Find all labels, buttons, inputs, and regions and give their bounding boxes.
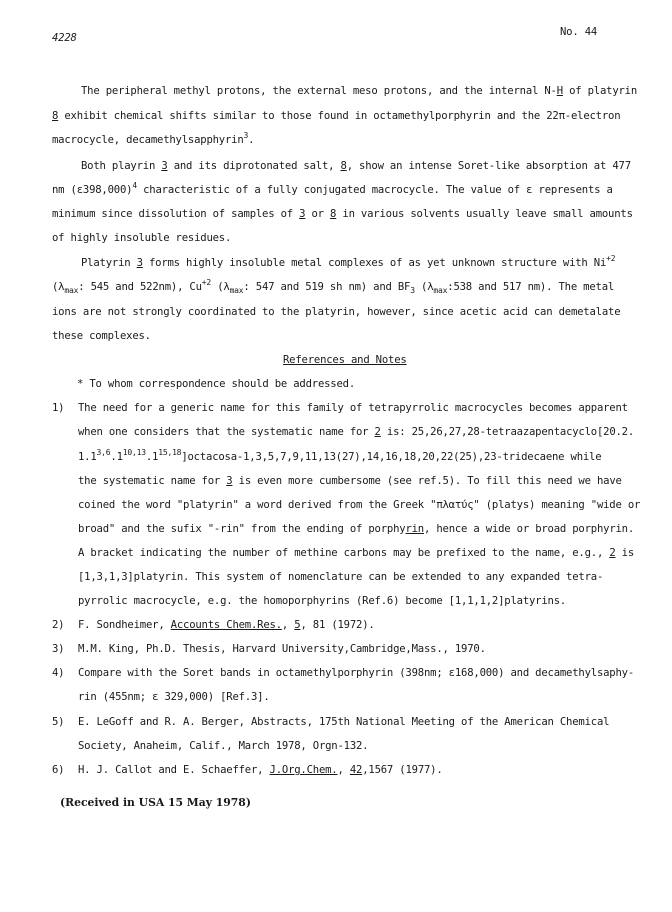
reference-2-number: 2) [52,619,65,631]
reference-5-line-1: E. LeGoff and R. A. Berger, Abstracts, 175th National Meeting of the American Chemical [78,716,610,728]
paragraph-2-line-2: nm $(\varepsilon 398,000)^4$ characteristic of a fully conjugated macrocycle. The value of ε represents a [52,181,613,196]
reference-1-line-1: The need for a generic name for this family of tetrapyrrolic macrocycles becomes apparent [78,402,628,414]
paragraph-3-line-3: ions are not strongly coordinated to the platyrin, however, since acetic acid can demetalate [52,306,621,318]
reference-5-number: 5) [52,716,65,728]
reference-5-line-2: Society, Anaheim, Calif., March 1978, Orgn-132. [78,740,369,752]
paragraph-2-line-3: minimum since dissolution of samples of 3 or 8 in various solvents usually leave small amounts [52,208,633,220]
references-heading: References and Notes [283,354,407,366]
paragraph-3-line-2: ($\lambda_{max}$: 545 and 522nm), $Cu^{+2}$ ($\lambda_{max}$: 547 and 519 sh nm) and $BF_3$ ($\lambda_{max}:538$ and 517 nm). The metal [52,278,615,295]
reference-1-line-6: broad" and the sufix "-rin" from the ending of porphyrin, hence a wide or broad porphyrin. [78,523,635,535]
paragraph-3-line-4: these complexes. [52,330,151,342]
paragraph-3-line-1: Platyrin 3 forms highly insoluble metal complexes of as yet unknown structure with $Ni^{+2}$ [81,254,616,269]
paragraph-1-line-2: 8 exhibit chemical shifts similar to those found in octamethylporphyrin and the 22π-electron [52,110,621,122]
paragraph-2-line-1: Both playrin 3 and its diprotonated salt, 8, show an intense Soret-like absorption at 477 [81,160,631,172]
reference-1-line-2: when one considers that the systematic name for 2 is: 25,26,27,28-tetraazapentacyclo[20.2. [78,426,635,438]
reference-1-line-8: [1,3,1,3]platyrin. This system of nomenclature can be extended to any expanded tetra- [78,571,604,583]
paragraph-1-line-1: The peripheral methyl protons, the external meso protons, and the internal N-H of platyrin [81,85,638,97]
page-number: 4228 [52,32,77,44]
reference-2-text: F. Sondheimer, Accounts Chem.Res., 5, 81 (1972). [78,619,375,631]
issue-number: No. 44 [560,26,598,38]
reference-3-number: 3) [52,643,65,655]
reference-1-line-3: 1.1$^{3,6}$.1$^{10,13}$.1$^{15,18}$]octacosa-1,3,5,7,9,11,13(27),14,16,18,20,22(25),23-tridecaene while [78,448,602,463]
reference-6-number: 6) [52,764,65,776]
reference-4-line-1: Compare with the Soret bands in octamethylporphyrin (398nm; ε168,000) and decamethylsaphy- [78,667,635,679]
reference-1-line-9: pyrrolic macrocycle, e.g. the homoporphyrins (Ref.6) become [1,1,1,2]platyrins. [78,595,567,607]
correspondence-note: * To whom correspondence should be addressed. [77,378,356,390]
paragraph-1-line-3: macrocycle, decamethylsapphyrin$^3$. [52,131,255,146]
paragraph-2-line-4: of highly insoluble residues. [52,232,232,244]
reference-1-line-5: coined the word "platyrin" a word derived from the Greek "πλατύς" (platys) meaning "wide or [78,499,641,511]
reference-1-number: 1) [52,402,65,414]
reference-6-text: H. J. Callot and E. Schaeffer, J.Org.Chem., 42,1567 (1977). [78,764,443,776]
reference-1-line-7: A bracket indicating the number of methine carbons may be prefixed to the name, e.g., 2 is [78,547,635,559]
reference-3-text: M.M. King, Ph.D. Thesis, Harvard University,Cambridge,Mass., 1970. [78,643,486,655]
reference-4-number: 4) [52,667,65,679]
reference-4-line-2: rin (455nm; ε 329,000) [Ref.3]. [78,691,270,703]
received-date: (Received in USA 15 May 1978) [60,796,251,809]
reference-1-line-4: the systematic name for 3 is even more cumbersome (see ref.5). To fill this need we have [78,475,622,487]
